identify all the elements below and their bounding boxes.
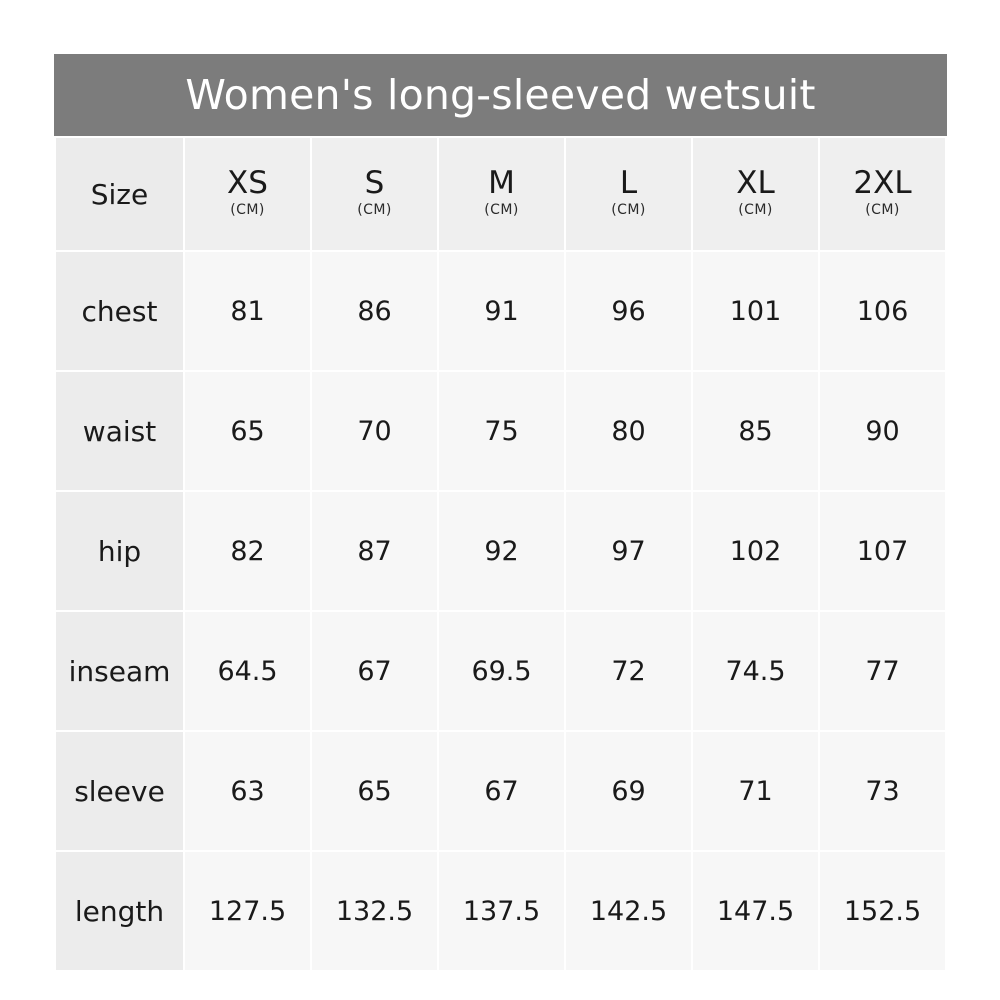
size-table	[54, 136, 947, 972]
cell-value: 69	[611, 775, 646, 807]
table-cell	[184, 851, 311, 971]
row-label-text: waist	[82, 414, 157, 448]
cell-value: 90	[865, 415, 900, 447]
table-cell	[565, 371, 692, 491]
cell-value: 67	[357, 655, 392, 687]
table-cell	[819, 251, 946, 371]
cell-value: 77	[865, 655, 900, 687]
cell-value: 85	[738, 415, 773, 447]
table-cell	[184, 731, 311, 851]
table-cell	[819, 491, 946, 611]
table-cell	[565, 611, 692, 731]
table-cell	[819, 611, 946, 731]
chart-title-bar	[54, 54, 947, 136]
cell-value: 82	[230, 535, 265, 567]
cell-value: 106	[856, 295, 909, 327]
cell-value: 80	[611, 415, 646, 447]
table-row	[55, 611, 946, 731]
cell-value: 147.5	[716, 895, 795, 927]
size-label-s: S	[364, 164, 385, 201]
row-label-text: hip	[97, 534, 142, 568]
table-cell	[184, 611, 311, 731]
cell-value: 72	[611, 655, 646, 687]
row-label-length	[55, 851, 184, 971]
size-unit-m: (CM)	[484, 202, 519, 219]
cell-value: 132.5	[335, 895, 414, 927]
table-row	[55, 251, 946, 371]
row-label-sleeve	[55, 731, 184, 851]
size-label-xl: XL	[736, 164, 775, 201]
table-cell	[692, 371, 819, 491]
table-cell	[565, 851, 692, 971]
cell-value: 69.5	[471, 655, 532, 687]
table-cell	[692, 611, 819, 731]
cell-value: 63	[230, 775, 265, 807]
table-header-cell-l	[565, 137, 692, 251]
table-row	[55, 491, 946, 611]
table-header-cell-m	[438, 137, 565, 251]
table-header-cell-s	[311, 137, 438, 251]
cell-value: 70	[357, 415, 392, 447]
cell-value: 97	[611, 535, 646, 567]
cell-value: 87	[357, 535, 392, 567]
size-label-xs: XS	[227, 164, 268, 201]
table-header-cell-xl	[692, 137, 819, 251]
cell-value: 107	[856, 535, 909, 567]
table-corner-cell	[55, 137, 184, 251]
cell-value: 127.5	[208, 895, 287, 927]
cell-value: 64.5	[217, 655, 278, 687]
row-label-inseam	[55, 611, 184, 731]
cell-value: 73	[865, 775, 900, 807]
table-cell	[311, 491, 438, 611]
size-label-m: M	[488, 164, 515, 201]
table-header-cell-xs	[184, 137, 311, 251]
size-unit-s: (CM)	[357, 202, 392, 219]
cell-value: 74.5	[725, 655, 786, 687]
cell-value: 75	[484, 415, 519, 447]
cell-value: 71	[738, 775, 773, 807]
table-cell	[311, 611, 438, 731]
table-cell	[438, 371, 565, 491]
cell-value: 92	[484, 535, 519, 567]
cell-value: 142.5	[589, 895, 668, 927]
row-label-text: sleeve	[74, 774, 165, 808]
cell-value: 81	[230, 295, 265, 327]
row-label-waist	[55, 371, 184, 491]
row-label-text: chest	[81, 294, 158, 328]
table-cell	[438, 611, 565, 731]
table-cell	[819, 851, 946, 971]
table-cell	[311, 731, 438, 851]
table-header-row	[55, 137, 946, 251]
size-chart	[54, 54, 947, 954]
table-cell	[692, 491, 819, 611]
size-unit-2xl: (CM)	[865, 202, 900, 219]
table-cell	[184, 251, 311, 371]
cell-value: 86	[357, 295, 392, 327]
table-cell	[565, 251, 692, 371]
size-unit-xs: (CM)	[230, 202, 265, 219]
table-cell	[438, 251, 565, 371]
size-label-l: L	[619, 164, 638, 201]
row-label-hip	[55, 491, 184, 611]
corner-label: Size	[90, 177, 149, 211]
table-row	[55, 731, 946, 851]
cell-value: 91	[484, 295, 519, 327]
table-cell	[184, 491, 311, 611]
table-cell	[819, 371, 946, 491]
cell-value: 96	[611, 295, 646, 327]
row-label-chest	[55, 251, 184, 371]
table-cell	[184, 371, 311, 491]
table-cell	[311, 251, 438, 371]
cell-value: 65	[230, 415, 265, 447]
table-row	[55, 851, 946, 971]
size-label-2xl: 2XL	[853, 164, 912, 201]
cell-value: 137.5	[462, 895, 541, 927]
row-label-text: inseam	[68, 654, 171, 688]
size-unit-l: (CM)	[611, 202, 646, 219]
table-cell	[438, 491, 565, 611]
table-row	[55, 371, 946, 491]
table-cell	[692, 731, 819, 851]
table-cell	[692, 251, 819, 371]
table-cell	[311, 851, 438, 971]
size-unit-xl: (CM)	[738, 202, 773, 219]
table-cell	[311, 371, 438, 491]
table-cell	[565, 491, 692, 611]
cell-value: 152.5	[843, 895, 922, 927]
table-cell	[438, 851, 565, 971]
row-label-text: length	[74, 894, 165, 928]
table-cell	[819, 731, 946, 851]
cell-value: 101	[729, 295, 782, 327]
table-cell	[565, 731, 692, 851]
cell-value: 65	[357, 775, 392, 807]
table-cell	[438, 731, 565, 851]
page-title: Women's long-sleeved wetsuit	[185, 71, 816, 119]
table-cell	[692, 851, 819, 971]
table-header-cell-2xl	[819, 137, 946, 251]
cell-value: 102	[729, 535, 782, 567]
cell-value: 67	[484, 775, 519, 807]
